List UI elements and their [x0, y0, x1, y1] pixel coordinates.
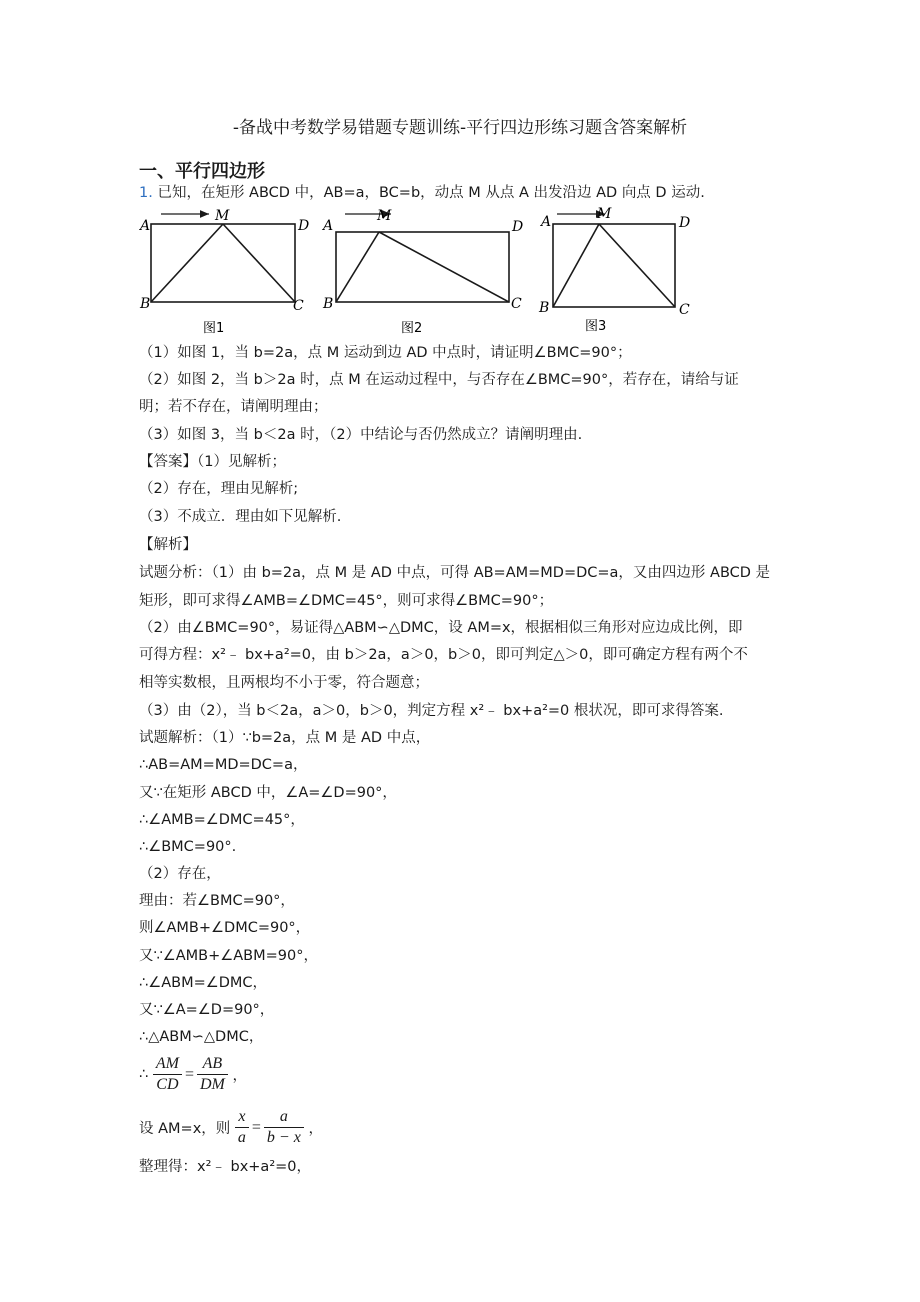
analysis-line: （2）存在， — [139, 866, 221, 882]
numerator: x — [235, 1107, 249, 1128]
label-a: A — [323, 218, 334, 234]
label-b: B — [323, 296, 334, 312]
analysis-last-line: 整理得：x²﹣ bx+a²=0， — [139, 1159, 312, 1175]
label-d: D — [512, 219, 524, 235]
label-a: A — [541, 214, 552, 230]
frac-prefix: ∴ — [139, 1066, 149, 1083]
analysis-line: 又∵∠AMB+∠ABM=90°， — [139, 948, 318, 964]
analysis-label: 【解析】 — [139, 537, 197, 553]
numerator: a — [264, 1107, 304, 1128]
analysis-line: ∴AB=AM=MD=DC=a， — [139, 757, 308, 773]
analysis-line: 又∵∠A=∠D=90°， — [139, 1002, 275, 1018]
label-m: M — [377, 208, 392, 224]
analysis-line: 又∵在矩形 ABCD 中，∠A=∠D=90°， — [139, 785, 397, 801]
figure-1 — [139, 208, 309, 336]
denominator: a — [237, 1129, 246, 1146]
equals-sign: = — [251, 1118, 261, 1136]
figure-3 — [538, 206, 690, 334]
label-m: M — [597, 206, 612, 222]
analysis-line: 矩形，即可求得∠AMB=∠DMC=45°，则可求得∠BMC=90°； — [139, 593, 554, 609]
label-a: A — [140, 218, 151, 234]
denominator: b − x — [266, 1129, 301, 1146]
part-1: （1）如图 1，当 b=2a，点 M 运动到边 AD 中点时，请证明∠BMC=90°； — [139, 345, 632, 361]
frac-suffix: ， — [232, 1068, 247, 1084]
label-c: C — [511, 296, 522, 312]
frac-prefix: 设 AM=x，则 — [139, 1121, 231, 1137]
figure-2 — [321, 208, 523, 336]
analysis-line: 理由：若∠BMC=90°， — [139, 893, 295, 909]
answer-line-1 — [139, 452, 286, 472]
part-2-cont: 明；若不存在，请阐明理由； — [139, 399, 328, 415]
denominator: CD — [156, 1076, 179, 1093]
denominator: DM — [199, 1076, 225, 1093]
figures-svg — [139, 204, 699, 340]
fraction — [235, 1107, 249, 1148]
analysis-line: 则∠AMB+∠DMC=90°， — [139, 920, 311, 936]
part-3: （3）如图 3，当 b＜2a 时，（2）中结论与否仍然成立？请阐明理由. — [139, 427, 583, 443]
label-c: C — [293, 298, 304, 314]
analysis-line: 试题分析：（1）由 b=2a，点 M 是 AD 中点，可得 AB=AM=MD=DC=a，又由四边形 ABCD 是 — [139, 565, 771, 581]
question-number: 1. — [139, 185, 153, 201]
label-b: B — [140, 296, 151, 312]
numerator: AM — [153, 1054, 182, 1075]
fraction-equation-1 — [139, 1054, 247, 1095]
analysis-line: 相等实数根，且两根均不小于零，符合题意； — [139, 675, 429, 691]
analysis-line: ∴∠ABM=∠DMC， — [139, 975, 268, 991]
analysis-line: 可得方程：x²﹣ bx+a²=0，由 b＞2a，a＞0，b＞0，即可判定△＞0，即可确定方程有两个不 — [139, 647, 748, 663]
analysis-line: 试题解析：（1）∵b=2a，点 M 是 AD 中点， — [139, 730, 431, 746]
label-d: D — [298, 218, 310, 234]
section-heading: 一、平行四边形 — [139, 161, 265, 182]
figures — [139, 204, 699, 340]
equals-sign: = — [184, 1065, 194, 1083]
label-d: D — [679, 215, 691, 231]
frac-suffix: ， — [308, 1121, 323, 1137]
part-2: （2）如图 2，当 b＞2a 时，点 M 在运动过程中，与否存在∠BMC=90°，若存在，请给与证 — [139, 372, 739, 388]
analysis-line: （3）由（2），当 b＜2a，a＞0，b＞0，判定方程 x²﹣ bx+a²=0 根状况，即可求得答案. — [139, 703, 724, 719]
analysis-line: ∴∠BMC=90°. — [139, 839, 237, 855]
analysis-line: ∴△ABM∽△DMC， — [139, 1029, 264, 1045]
fraction — [264, 1107, 304, 1148]
caption-3: 图3 — [585, 319, 607, 334]
question-text: 已知，在矩形 ABCD 中，AB=a，BC=b，动点 M 从点 A 出发沿边 AD 向点 D 运动. — [157, 185, 705, 201]
analysis-line: ∴∠AMB=∠DMC=45°， — [139, 812, 305, 828]
fraction — [153, 1054, 182, 1095]
label-m: M — [215, 208, 230, 224]
answer-line-3: （3）不成立．理由如下见解析. — [139, 509, 342, 525]
numerator: AB — [197, 1054, 228, 1075]
answer-label: 【答案】 — [139, 454, 197, 470]
label-c: C — [679, 302, 690, 318]
document-title: -备战中考数学易错题专题训练-平行四边形练习题含答案解析 — [232, 118, 688, 138]
answer-text: （1）见解析； — [197, 454, 286, 470]
fraction-equation-2 — [139, 1107, 323, 1148]
caption-1: 图1 — [203, 321, 225, 336]
label-b: B — [539, 300, 550, 316]
fraction — [197, 1054, 228, 1095]
question-stem — [139, 183, 705, 203]
answer-line-2: （2）存在，理由见解析; — [139, 481, 299, 497]
caption-2: 图2 — [401, 321, 423, 336]
analysis-line: （2）由∠BMC=90°，易证得△ABM∽△DMC，设 AM=x，根据相似三角形对应边成比例，即 — [139, 620, 743, 636]
